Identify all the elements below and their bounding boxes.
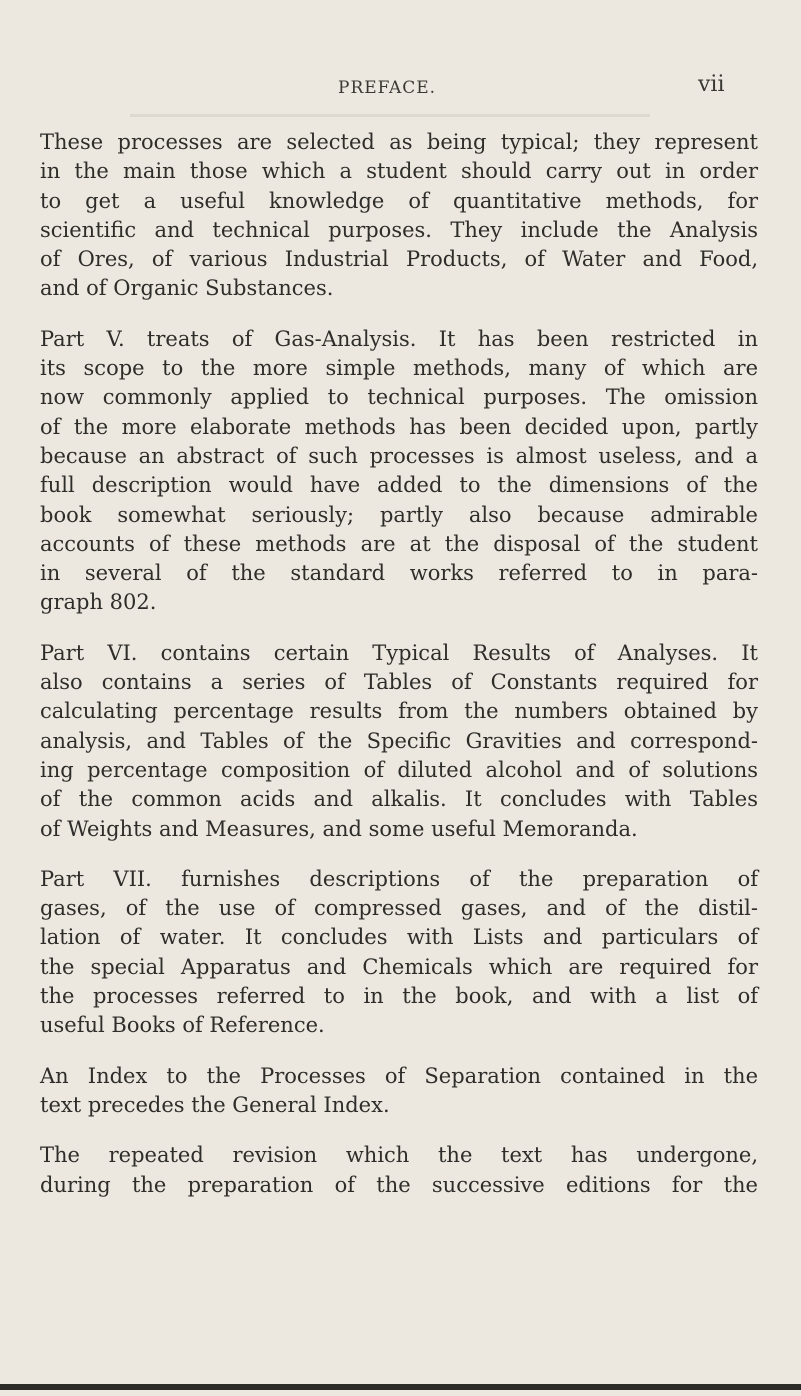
text-line: the special Apparatus and Chemicals which are required for — [40, 954, 758, 979]
page-smudge — [130, 114, 650, 117]
text-line: of Weights and Measures, and some useful Memoranda. — [40, 816, 638, 841]
text-line: An Index to the Processes of Separation contained in the — [40, 1063, 758, 1088]
text-line: These processes are selected as being typical; they represent — [40, 130, 758, 154]
paragraph-part-vii — [40, 865, 758, 1041]
paragraph-index — [40, 1062, 758, 1121]
text-line: during the preparation of the successive editions for the — [40, 1172, 758, 1197]
running-head — [0, 72, 801, 108]
text-line: because an abstract of such processes is almost useless, and a — [40, 443, 758, 468]
paragraph-part-vi — [40, 639, 758, 844]
text-line: in the main those which a student should carry out in order — [40, 159, 758, 184]
text-line: of Ores, of various Industrial Products, of Water and Food, — [40, 247, 758, 272]
running-head-title: PREFACE. — [338, 78, 437, 98]
text-line: of the more elaborate methods has been decided upon, partly — [40, 414, 758, 439]
text-line: Part VII. furnishes descriptions of the preparation of — [40, 866, 758, 891]
text-line: The repeated revision which the text has undergone, — [40, 1143, 758, 1168]
text-line: analysis, and Tables of the Specific Gravities and correspond- — [40, 728, 758, 753]
text-line: lation of water. It concludes with Lists and particulars of — [40, 925, 758, 950]
text-line: book somewhat seriously; partly also because admirable — [40, 502, 758, 527]
paragraph-part-v — [40, 325, 758, 618]
paragraph-processes — [40, 128, 758, 304]
text-line: full description would have added to the dimensions of the — [40, 473, 758, 498]
page-number: vii — [698, 72, 725, 97]
text-line: useful Books of Reference. — [40, 1013, 325, 1038]
body-text — [40, 128, 758, 1221]
text-line: calculating percentage results from the numbers obtained by — [40, 699, 758, 724]
text-line: accounts of these methods are at the disposal of the student — [40, 531, 758, 556]
text-line: of the common acids and alkalis. It concludes with Tables — [40, 787, 758, 812]
text-line: text precedes the General Index. — [40, 1092, 390, 1117]
text-line: the processes referred to in the book, and with a list of — [40, 984, 758, 1009]
paragraph-revision — [40, 1141, 758, 1200]
text-line: and of Organic Substances. — [40, 276, 334, 301]
text-line: scientific and technical purposes. They include the Analysis — [40, 217, 758, 242]
text-line: Part VI. contains certain Typical Results of Analyses. It — [40, 640, 758, 665]
text-line: ing percentage composition of diluted alcohol and of solutions — [40, 757, 758, 782]
text-line: Part V. treats of Gas-Analysis. It has been restricted in — [40, 326, 758, 351]
text-line: in several of the standard works referred to in para- — [40, 561, 758, 586]
text-line: gases, of the use of compressed gases, and of the distil- — [40, 896, 758, 921]
text-line: now commonly applied to technical purposes. The omission — [40, 385, 758, 410]
text-line: to get a useful knowledge of quantitative methods, for — [40, 188, 758, 213]
text-line: its scope to the more simple methods, many of which are — [40, 356, 758, 381]
page-bottom-edge — [0, 1384, 801, 1390]
text-line: also contains a series of Tables of Constants required for — [40, 670, 758, 695]
text-line: graph 802. — [40, 590, 157, 615]
